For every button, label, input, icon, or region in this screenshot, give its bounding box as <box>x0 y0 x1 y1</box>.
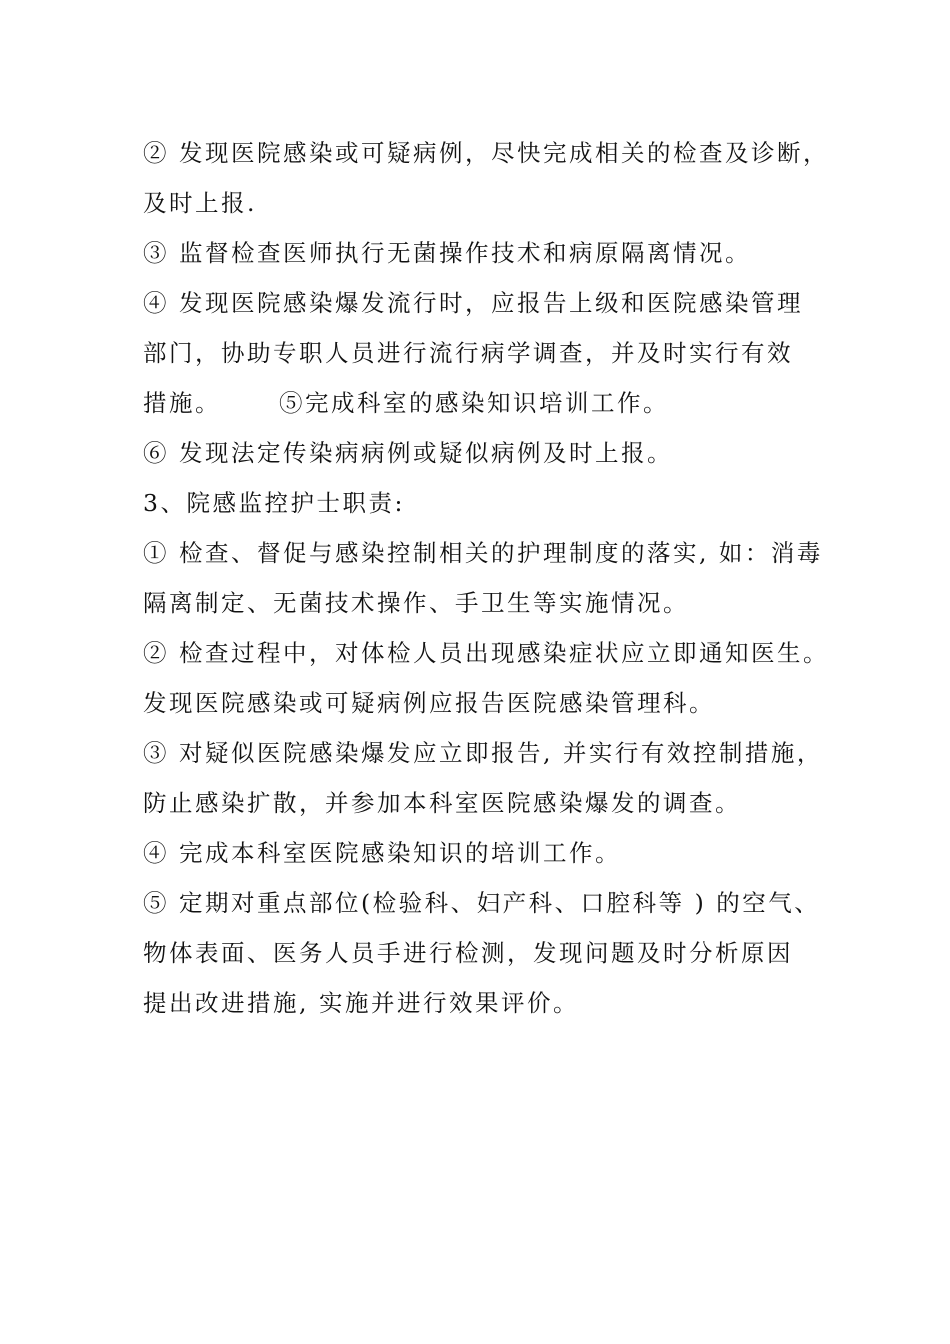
text-line: ⑥ 发现法定传染病病例或疑似病例及时上报。 <box>143 439 673 467</box>
text-line: ① 检查、督促与感染控制相关的护理制度的落实, 如：消毒 <box>143 539 823 567</box>
text-segment: 措施。 <box>143 389 221 417</box>
text-line: ② 检查过程中，对体检人员出现感染症状应立即通知医生。 <box>143 639 829 667</box>
text-line: 发现医院感染或可疑病例应报告医院感染管理科。 <box>143 689 715 717</box>
text-line: 防止感染扩散，并参加本科室医院感染爆发的调查。 <box>143 789 741 817</box>
text-segment: ⑤完成科室的感染知识培训工作。 <box>279 389 669 417</box>
text-line: ⑤ 定期对重点部位(检验科、妇产科、口腔科等 ) 的空气、 <box>143 889 821 917</box>
document-body <box>143 128 829 1028</box>
text-line: ③ 对疑似医院感染爆发应立即报告, 并实行有效控制措施， <box>143 739 823 767</box>
text-line: 部门，协助专职人员进行流行病学调查，并及时实行有效 <box>143 339 793 367</box>
text-line: ④ 完成本科室医院感染知识的培训工作。 <box>143 839 621 867</box>
text-line: ④ 发现医院感染爆发流行时，应报告上级和医院感染管理 <box>143 289 803 317</box>
text-line: 提出改进措施, 实施并进行效果评价。 <box>143 989 579 1017</box>
text-line: 及时上报. <box>143 189 257 217</box>
text-line: ③ 监督检查医师执行无菌操作技术和病原隔离情况。 <box>143 239 751 267</box>
text-line: ② 发现医院感染或可疑病例，尽快完成相关的检查及诊断， <box>143 139 829 167</box>
section-heading: 3、院感监控护士职责: <box>143 489 405 517</box>
text-line-combined <box>143 378 823 428</box>
text-line: 隔离制定、无菌技术操作、手卫生等实施情况。 <box>143 589 689 617</box>
text-line: 物体表面、医务人员手进行检测，发现问题及时分析原因 <box>143 939 793 967</box>
